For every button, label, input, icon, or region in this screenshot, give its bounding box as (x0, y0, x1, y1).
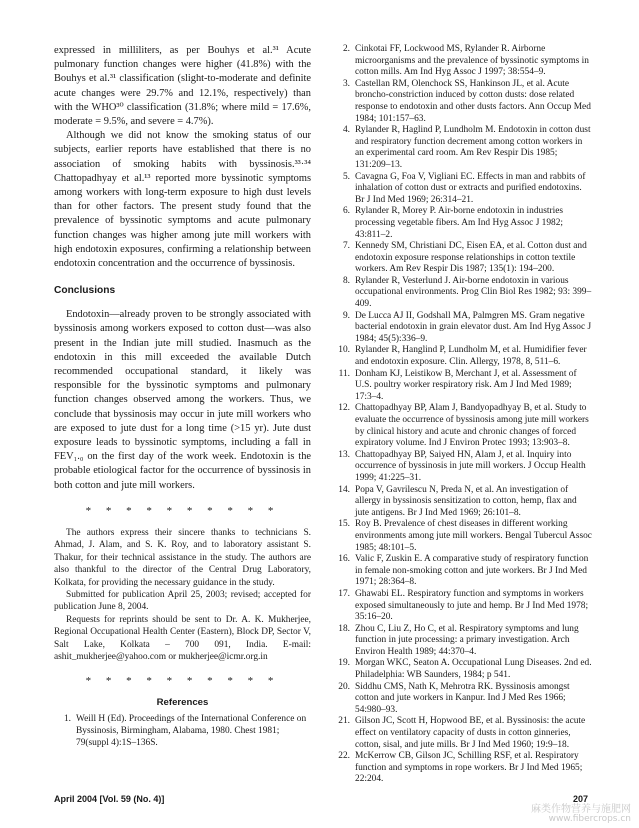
reference-text: Donham KJ, Leistikow B, Merchant J, et al. Assessment of U.S. poultry worker respiratory risk. Am J Ind Med 1989; 17:3–4. (355, 368, 577, 402)
reference-number: 5. (342, 171, 350, 182)
reference-number: 8. (342, 275, 350, 286)
reference-item (333, 172, 593, 207)
reference-item (333, 311, 593, 346)
reference-number: 7. (342, 241, 350, 252)
reference-number: 16. (338, 554, 350, 565)
reference-item (333, 624, 593, 659)
conclusions-paragraph: Endotoxin—already proven to be strongly associated with byssinosis among workers exposed to cotton dust—was also present in the Indian jute mill studied. Inasmuch as the endotoxin in this mill exceeded the available Dutch recommended occupational standard, it likely was responsible for the byssinotic symptoms and pulmonary function changes observed among the workers. Thus, we conclude that byssinosis may occur in jute mill workers who are exposed to jute dust for a long time (>15 yr). Jute dust exposure leads to byssinotic symptoms, including a fall in FEV₁.₀ on the first day of the work week. Endotoxin is the probable etiological factor for the occurrence of byssinosis in both cotton and jute mill workers. (54, 309, 311, 491)
reference-item (333, 345, 593, 368)
reference-number: 10. (338, 345, 350, 356)
conclusions-heading: Conclusions (54, 285, 116, 297)
reference-text: Chattopadhyay BP, Saiyed HN, Alam J, et al. Inquiry into occurrence of byssinosis in jute mill workers. J Occup Health 1999; 41:225–31. (355, 449, 586, 483)
reference-number: 17. (338, 588, 350, 599)
reference-item (333, 79, 593, 125)
section-separator: * * * * * * * * * * (85, 504, 280, 517)
reprint-request-note: Requests for reprints should be sent to Dr. A. K. Mukherjee, Regional Occupational Health Center (Eastern), Block DP, Sector V, Salt Lake, Kolkata – 700 091, India. E-mail: ashit_mukherjee@yahoo.com or mukherjee@icmr.org.in (54, 614, 311, 662)
reference-text: Valic F, Zuskin E. A comparative study of respiratory function in female non-smoking cotton and jute workers. Br J Ind Med 1971; 28:364–8. (355, 554, 589, 588)
body-paragraph: Although we did not know the smoking status of our subjects, earlier reports have established that there is no association of smoking habits with byssinosis.³³·³⁴ Chattopadhyay et al.¹³ reported more byssinotic symptoms among workers with long-term exposure to high dust levels than for other factors. The present study found that the prevalence of byssinotic symptoms and acute pulmonary function changes was higher among jute mill workers with high endotoxin exposures, confirming a relationship between endotoxin concentration and the occurrence of byssinosis. (54, 130, 311, 270)
reference-item (333, 519, 593, 554)
journal-issue-footer: April 2004 [Vol. 59 (No. 4)] (54, 794, 165, 804)
reference-item (333, 369, 593, 404)
reference-item (333, 554, 593, 589)
reference-text: Siddhu CMS, Nath K, Mehrotra RK. Byssinosis amongst cotton and jute workers in Kanpur. Ind J Med Res 1966; 54:980–93. (355, 681, 570, 715)
reference-text: Zhou C, Liu Z, Ho C, et al. Respiratory symptoms and lung function in jute processing: a primary investigation. Arch Environ Health 1989; 44:370–4. (355, 623, 579, 657)
reference-number: 22. (338, 751, 350, 762)
body-paragraph: expressed in milliliters, as per Bouhys et al.³¹ Acute pulmonary function changes were higher (41.8%) with the Bouhys et al.³¹ classification (slight-to-moderate and definite acute changes were 29.7% and 12.1%, respectively) than with the WHO³⁰ classification (31.8%; where mild = 17.6%, moderate = 9.5%, and severe = 4.7%). (54, 45, 311, 128)
watermark-url: www.fibercrops.cn (548, 814, 631, 824)
reference-number: 15. (338, 519, 350, 530)
reference-text: Cavagna G, Foa V, Vigliani EC. Effects in man and rabbits of inhalation of cotton dust or extracts and purified endotoxins. Br J Ind Med 1969; 26:314–21. (355, 171, 586, 205)
reference-number: 19. (338, 658, 350, 669)
left-column (54, 44, 311, 749)
page-number: 207 (573, 794, 589, 804)
reference-number: 9. (342, 310, 350, 321)
acknowledgment-paragraph: The authors express their sincere thanks to technicians S. Ahmad, J. Alam, and S. K. Roy, and to laboratory assistant S. Thakur, for their technical assistance in the study. The authors are also thankful to the director of the Central Drug Laboratory, Kolkata, for providing the necessary guidance in the study. (54, 527, 311, 588)
reference-item (333, 751, 593, 786)
reference-list (333, 44, 593, 786)
reference-text: Rylander R, Vesterlund J. Air-borne endotoxin in various occupational environments. Prog Clin Biol Res 1982; 93: 399–409. (355, 275, 592, 310)
reference-number: 1. (63, 714, 71, 725)
reference-item (333, 682, 593, 717)
reference-number: 18. (338, 623, 350, 634)
reference-item (333, 276, 593, 311)
reference-text: Kennedy SM, Christiani DC, Eisen EA, et al. Cotton dust and endotoxin exposure response relationships in cotton textile workers. Am Rev Respir Dis 1987; 135(1): 194–200. (355, 241, 587, 275)
reference-text: Ghawabi EL. Respiratory function and symptoms in workers exposed simultaneously to jute and hemp. Br J Ind Med 1978; 35:16–20. (355, 588, 589, 623)
reference-item (333, 206, 593, 241)
reference-number: 6. (342, 206, 350, 217)
reference-number: 2. (342, 44, 350, 54)
reference-text: Rylander R, Haglind P, Lundholm M. Endotoxin in cotton dust and respiratory function decrement among cotton workers in an experimental card room. Am Rev Respir Dis 1985; 131:209–13. (355, 125, 591, 170)
reference-text: Popa V, Gavrilescu N, Preda N, et al. An investigation of allergy in byssinosis sensitization to cotton, hemp, flax and jute antigens. Br J Ind Med 1969; 26:101–8. (355, 484, 577, 518)
reference-number: 20. (338, 681, 350, 692)
reference-text: Rylander R, Morey P. Air-borne endotoxin in industries processing vegetable fibers. Am Ind Hyg Assoc J 1982; 43:811–2. (355, 206, 564, 240)
reference-text: Chattopadhyay BP, Alam J, Bandyopadhyay B, et al. Study to evaluate the occurrence of byssinosis among jute mill workers by clinical history and acute and chronic changes of forced expiratory volume. Ind J Environ Protec 1993; 13:903–8. (355, 403, 589, 449)
right-column (333, 44, 593, 786)
reference-number: 13. (338, 449, 350, 460)
reference-item (333, 485, 593, 520)
reference-text: Castellan RM, Olenchock SS, Hankinson JL, et al. Acute broncho-constriction induced by cotton dusts: dose related response to endotoxin and other dusts factors. Ann Occup Med 1984; 101:157–63. (355, 78, 591, 124)
reference-text: Cinkotai FF, Lockwood MS, Rylander R. Airborne microorganisms and the prevalence of byssinotic symptoms in cotton mills. Am Ind Hyg Assoc J 1997; 38:554–9. (355, 44, 589, 78)
reference-text: Morgan WKC, Seaton A. Occupational Lung Diseases. 2nd ed. Philadelphia: WB Saunders, 1984; p 541. (355, 658, 592, 681)
reference-item (333, 716, 593, 751)
reference-number: 4. (342, 125, 350, 136)
reference-number: 11. (338, 368, 350, 379)
reference-number: 21. (338, 716, 350, 727)
reference-text: McKerrow CB, Gilson JC, Schilling RSF, et al. Respiratory function and symptoms in rope workers. Br J Ind Med 1965; 22:204. (355, 751, 583, 785)
reference-text: Roy B. Prevalence of chest diseases in different working environments among jute mill workers. Bengal Tubercul Assoc 1985; 48:101–5. (355, 519, 592, 553)
reference-text: Rylander R, Hanglind P, Lundholm M, et al. Humidifier fever and endotoxin exposure. Clin. Allergy, 1978, 8, 511–6. (355, 345, 587, 368)
reference-number: 3. (342, 78, 350, 89)
reference-text: Weill H (Ed). Proceedings of the International Conference on Byssinosis, Birmingham, Alabama, 1980. Chest 1981; 79(suppl 4):1S–136S. (76, 714, 307, 748)
reference-item (333, 44, 593, 79)
reference-item (333, 241, 593, 276)
reference-item (333, 589, 593, 624)
references-heading: References (156, 697, 209, 709)
reference-item (333, 658, 593, 681)
submission-note: Submitted for publication April 25, 2003; revised; accepted for publication June 8, 2004. (54, 589, 311, 613)
reference-number: 12. (338, 403, 350, 414)
reference-number: 14. (338, 484, 350, 495)
reference-item (333, 125, 593, 171)
reference-text: Gilson JC, Scott H, Hopwood BE, et al. Byssinosis: the acute effect on ventilatory capacity of dusts in cotton ginneries, cotton, sisal, and jute mills. Br J Ind Med 1960; 19:9–18. (355, 716, 586, 750)
reference-item (54, 714, 311, 749)
reference-text: De Lucca AJ II, Godshall MA, Palmgren MS. Gram negative bacterial endotoxin in grain elevator dust. Am Ind Hyg Assoc J 1984; 45(5):336–9. (355, 310, 592, 344)
reference-item (333, 403, 593, 449)
section-separator: * * * * * * * * * * (85, 675, 280, 688)
reference-item (333, 450, 593, 485)
watermark-site-name: 麻类作物营养与施肥网 (531, 804, 631, 815)
